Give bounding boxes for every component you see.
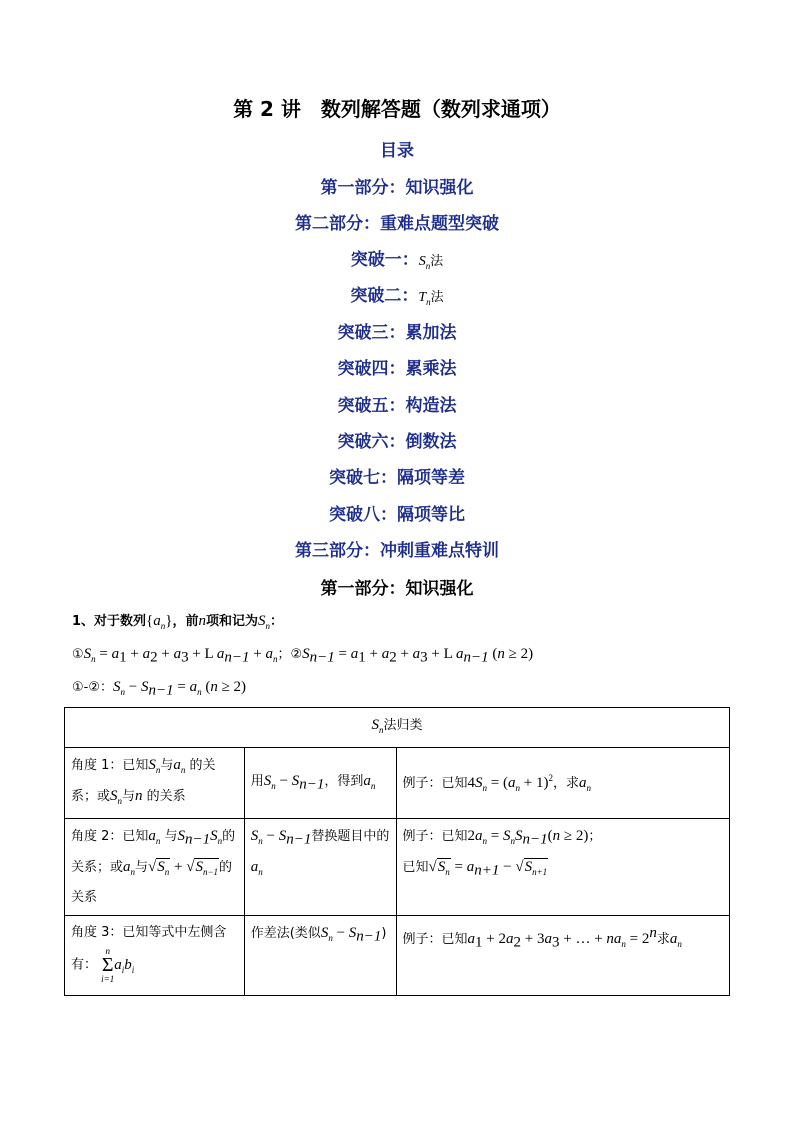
toc-breakthrough-3[interactable]: 突破三：累加法	[337, 323, 457, 343]
table-header-row	[65, 708, 730, 748]
example-3-cell: 例子：已知$a_1 + 2a_2 + 3a_3$ + … + $na_n = 2^n$求$a_n$	[396, 916, 729, 996]
table-header: $S_n$法归类	[65, 708, 730, 748]
angle-3-cell: 角度 3：已知等式中左侧含有： n Σ i=1 $a_ib_i$	[65, 916, 245, 996]
method-1-cell: 用$S_n - S_{n-1}$，得到$a_n$	[244, 748, 396, 819]
table-row	[65, 819, 730, 916]
table-row	[65, 916, 730, 996]
toc-breakthrough-7[interactable]: 突破七：隔项等差	[329, 468, 465, 488]
table-row	[65, 748, 730, 819]
angle-1-cell: 角度 1：已知$S_n$与$a_n$ 的关系；或$S_n$与n 的关系	[65, 748, 245, 819]
paragraph-3: ①-②：$S_n - S_{n-1} = a_n$ (n ≥ 2)	[72, 679, 247, 699]
sn-method-table	[64, 707, 730, 996]
paragraph-2: $①S_n = a_1 + a_2 + a_3 + L$ $a_{n-1} + a_n$；$②S_{n-1} = a_1 + a_2 + a_3 + L$ $a_{n-1}$ (n ≥ 2)	[72, 646, 534, 666]
toc-breakthrough-2[interactable]: 突破二：$T_n$法	[350, 286, 444, 307]
tn-symbol: $T_n$	[418, 290, 431, 307]
toc-breakthrough-8[interactable]: 突破八：隔项等比	[329, 505, 465, 525]
paragraph-1: 1、对于数列$\{a_n\}$，前n项和记为$S_n$：	[72, 613, 283, 631]
sum-symbol: n Σ i=1	[101, 946, 115, 984]
toc-breakthrough-5[interactable]: 突破五：构造法	[337, 396, 457, 416]
method-2-cell: $S_n - S_{n-1}$替换题目中的$a_n$	[244, 819, 396, 916]
toc-breakthrough-6[interactable]: 突破六：倒数法	[337, 432, 457, 452]
method-3-cell: 作差法(类似$S_n - S_{n-1}$)	[244, 916, 396, 996]
sn-symbol: $S_n$	[418, 254, 431, 271]
toc-breakthrough-4[interactable]: 突破四：累乘法	[337, 359, 457, 379]
example-1-cell: 例子：已知$4S_n = (a_n + 1)^2$，求$a_n$	[396, 748, 729, 819]
toc-breakthrough-1[interactable]: 突破一：$S_n$法	[350, 250, 444, 271]
toc-part2[interactable]: 第二部分：重难点题型突破	[295, 214, 499, 234]
angle-2-cell: 角度 2：已知$a_n$ 与$S_{n-1}S_n$的关系；或$a_n$与$√S_n + √S_{n-1}$的关系	[65, 819, 245, 916]
page-title: 第 2 讲 数列解答题（数列求通项）	[233, 97, 561, 121]
example-2-cell: 例子：已知$2a_n = S_nS_{n-1}(n \ge 2)$； 已知$√S_n = a_{n+1} - √S_{n+1}$	[396, 819, 729, 916]
section-heading: 第一部分：知识强化	[320, 579, 474, 599]
toc-heading: 目录	[380, 141, 414, 161]
toc-part3[interactable]: 第三部分：冲刺重难点特训	[295, 541, 499, 561]
toc-part1[interactable]: 第一部分：知识强化	[320, 178, 474, 198]
